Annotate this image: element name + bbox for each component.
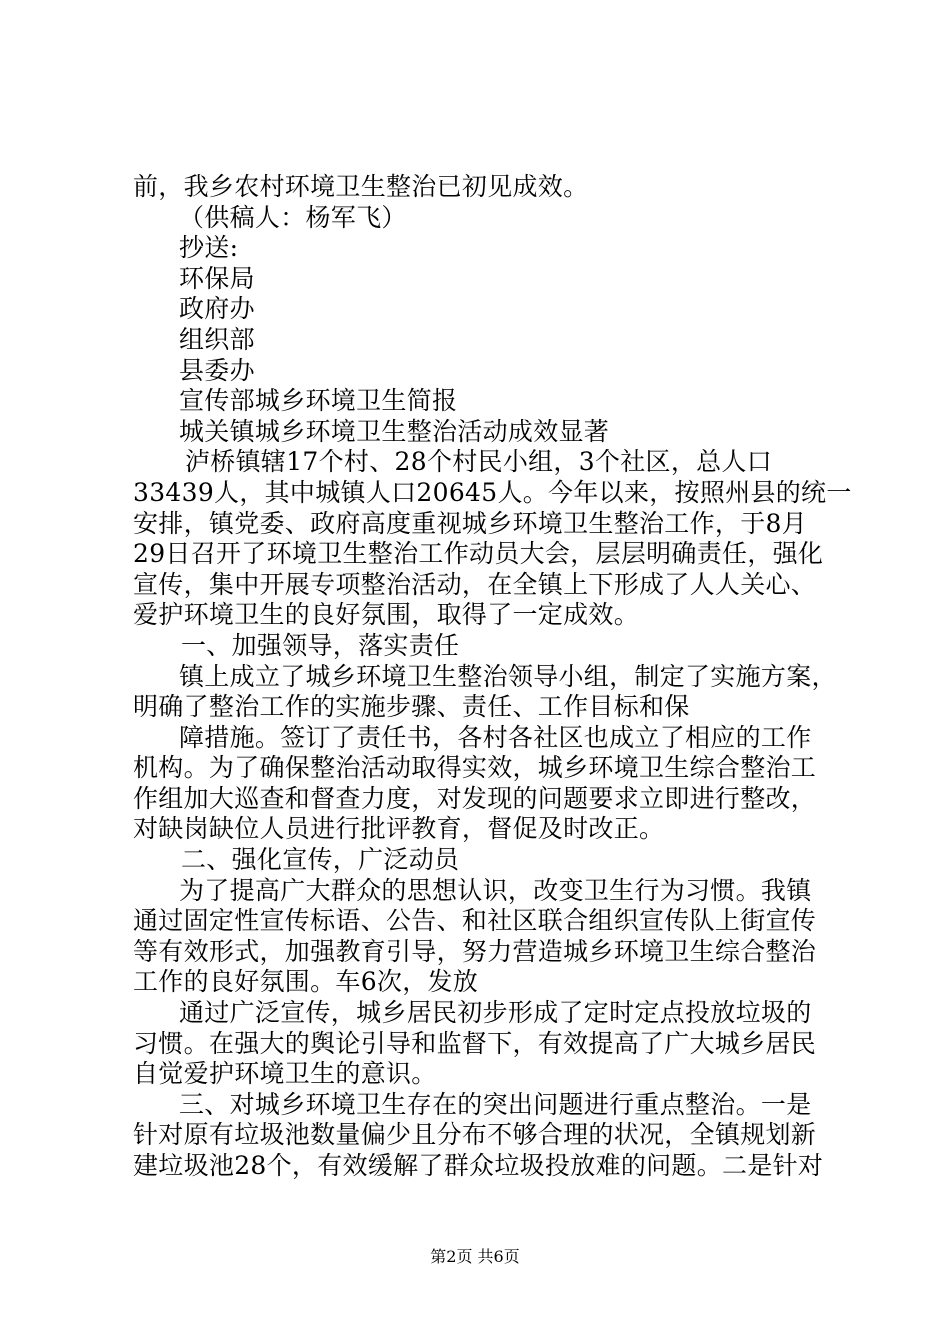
page-footer <box>0 1244 950 1267</box>
text-line: 建垃圾池28个，有效缓解了群众垃圾投放难的问题。二是针对 <box>133 1151 824 1180</box>
text-line: 自觉爱护环境卫生的意识。 <box>133 1059 437 1089</box>
text-line: 抄送: <box>179 233 239 263</box>
text-line: 机构。为了确保整治活动取得实效，城乡环境卫生综合整治工 <box>133 753 817 783</box>
text-line: 对缺岗缺位人员进行批评教育，督促及时改正。 <box>133 814 665 844</box>
text-line: 通过固定性宣传标语、公告、和社区联合组织宣传队上街宣传 <box>133 906 817 936</box>
text-line: 爱护环境卫生的良好氛围，取得了一定成效。 <box>133 600 640 630</box>
text-line: 城关镇城乡环境卫生整治活动成效显著 <box>179 416 610 446</box>
text-line: 一、加强领导，落实责任 <box>181 630 460 660</box>
text-line: 工作的良好氛围。车6次，发放 <box>133 967 479 997</box>
text-line: 三、对城乡环境卫生存在的突出问题进行重点整治。一是 <box>179 1089 812 1119</box>
text-line: （供稿人：杨军飞） <box>179 202 407 232</box>
text-line: 宣传，集中开展专项整治活动，在全镇上下形成了人人关心、 <box>133 569 817 599</box>
text-line: 29日召开了环境卫生整治工作动员大会，层层明确责任，强化 <box>133 539 824 569</box>
text-line: 环保局 <box>179 263 255 293</box>
text-line: 安排，镇党委、政府高度重视城乡环境卫生整治工作，于8月 <box>133 508 808 538</box>
text-line: 等有效形式，加强教育引导，努力营造城乡环境卫生综合整治 <box>133 936 817 966</box>
text-line: 33439人，其中城镇人口20645人。今年以来，按照州县的统一 <box>133 477 852 507</box>
text-line: 泸桥镇辖17个村、28个村民小组，3个社区，总人口 <box>185 447 773 477</box>
text-line: 障措施。签订了责任书，各村各社区也成立了相应的工作 <box>179 722 812 752</box>
text-line: 针对原有垃圾池数量偏少且分布不够合理的状况，全镇规划新 <box>133 1120 817 1150</box>
text-line: 作组加大巡查和督查力度，对发现的问题要求立即进行整改， <box>133 783 817 813</box>
text-line: 通过广泛宣传，城乡居民初步形成了定时定点投放垃圾的 <box>179 998 812 1028</box>
text-line: 镇上成立了城乡环境卫生整治领导小组，制定了实施方案， <box>179 661 837 691</box>
text-line: 政府办 <box>179 294 255 324</box>
text-line: 明确了整治工作的实施步骤、责任、工作目标和保 <box>133 692 690 722</box>
text-line: 县委办 <box>179 355 255 385</box>
page-number-label: 第2页 共6页 <box>430 1247 520 1266</box>
text-line: 二、强化宣传，广泛动员 <box>181 845 460 875</box>
text-line: 习惯。在强大的舆论引导和监督下，有效提高了广大城乡居民 <box>133 1028 817 1058</box>
text-line: 前，我乡农村环境卫生整治已初见成效。 <box>133 172 589 201</box>
text-line: 组织部 <box>179 324 255 354</box>
text-line: 为了提高广大群众的思想认识，改变卫生行为习惯。我镇 <box>179 875 812 905</box>
text-line: 宣传部城乡环境卫生简报 <box>179 386 458 416</box>
document-body <box>133 172 852 1182</box>
